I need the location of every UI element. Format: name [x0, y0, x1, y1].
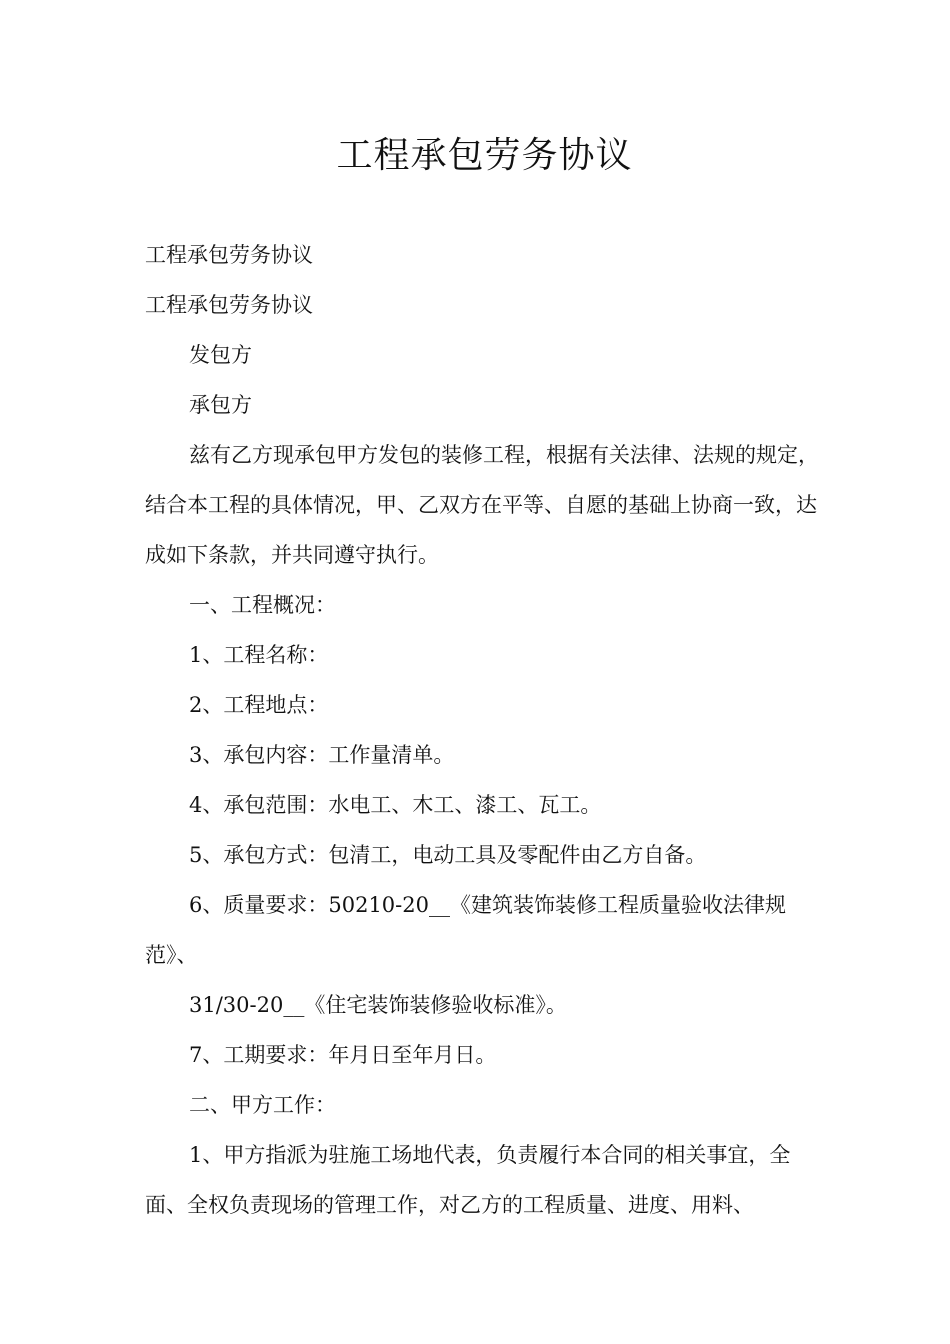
paragraph: 6、质量要求：50210-20__《建筑装饰装修工程质量验收法律规范》、 [145, 893, 786, 967]
paragraph: 1、工程名称： [189, 643, 329, 667]
paragraph: 1、甲方指派为驻施工场地代表，负责履行本合同的相关事宜，全面、全权负责现场的管理工作，对乙方的工程质量、进度、用料、 [145, 1143, 791, 1217]
paragraph: 工程承包劳务协议 [145, 293, 313, 317]
paragraph: 31/30-20__《住宅装饰装修验收标准》。 [189, 993, 567, 1017]
paragraph: 4、承包范围：水电工、木工、漆工、瓦工。 [189, 793, 602, 817]
paragraph: 一、工程概况： [189, 593, 336, 617]
paragraph: 5、承包方式：包清工，电动工具及零配件由乙方自备。 [189, 843, 707, 867]
document-title: 工程承包劳务协议 [336, 135, 633, 176]
document-body [145, 230, 822, 1230]
paragraph: 发包方 [189, 343, 252, 367]
paragraph: 3、承包内容：工作量清单。 [189, 743, 455, 767]
paragraph: 工程承包劳务协议 [145, 243, 313, 267]
paragraph: 二、甲方工作： [189, 1093, 336, 1117]
paragraph: 2、工程地点： [189, 693, 329, 717]
paragraph: 兹有乙方现承包甲方发包的装修工程，根据有关法律、法规的规定，结合本工程的具体情况，甲、乙双方在平等、自愿的基础上协商一致，达成如下条款，并共同遵守执行。 [145, 443, 819, 567]
paragraph: 承包方 [189, 393, 252, 417]
paragraph: 7、工期要求：年月日至年月日。 [189, 1043, 497, 1067]
